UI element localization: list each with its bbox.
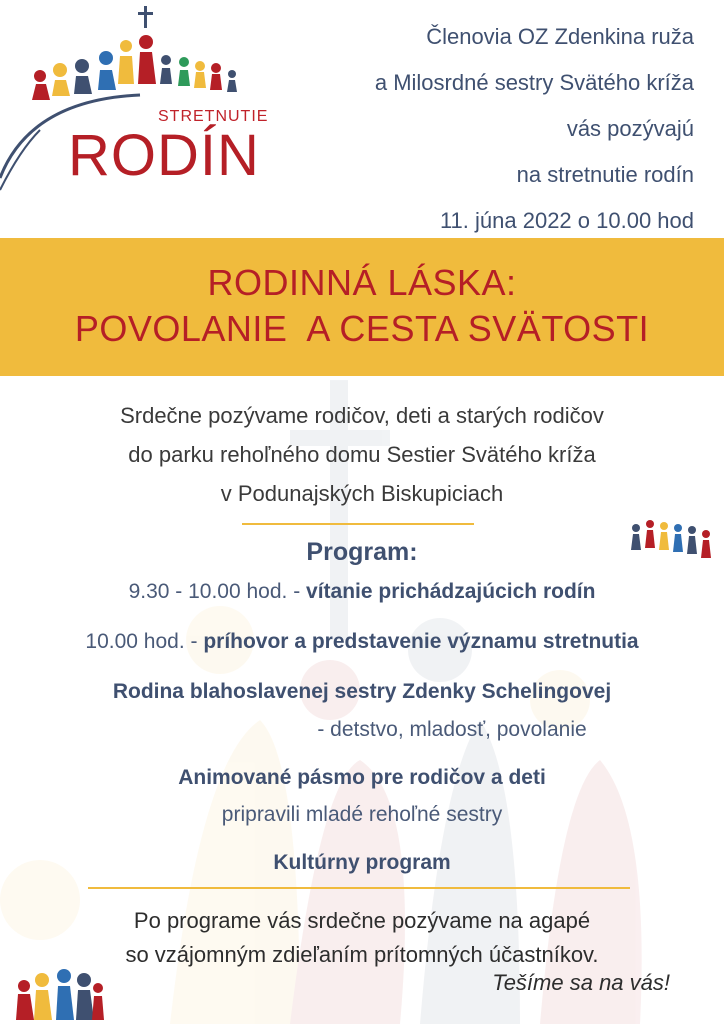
program-item-5-title: Kultúrny program <box>273 851 451 874</box>
title-banner <box>0 238 724 376</box>
program-item-2 <box>0 630 724 654</box>
closing-text: Tešíme sa na vás! <box>492 970 670 995</box>
intro-line: Srdečne pozývame rodičov, deti a starých rodičov <box>120 403 604 428</box>
banner-title-line2: POVOLANIE A CESTA SVÄTOSTI <box>74 308 650 349</box>
program-item-2-time: 10.00 hod. - <box>85 630 204 653</box>
intro-line: do parku rehoľného domu Sestier Svätého kríža <box>128 442 596 467</box>
program-item-4-subtitle: pripravili mladé rehoľné sestry <box>221 803 503 826</box>
program-item-1-text: vítanie prichádzajúcich rodín <box>306 580 596 603</box>
logo-subtitle: STRETNUTIE <box>158 108 269 125</box>
divider <box>242 523 474 525</box>
program-item-1-time: 9.30 - 10.00 hod. - <box>128 580 307 603</box>
program-item-4-title: Animované pásmo pre rodičov a deti <box>178 766 546 789</box>
divider <box>88 887 630 889</box>
outro-line: so vzájomným zdieľaním prítomných účastníkov. <box>125 942 599 967</box>
program-item-3-subtitle: - detstvo, mladosť, povolanie <box>317 718 587 741</box>
intro-text <box>0 396 724 513</box>
invitation-line: vás pozývajú <box>566 116 694 141</box>
banner-title-line1: RODINNÁ LÁSKA: <box>207 262 517 303</box>
outro-line: Po programe vás srdečne pozývame na agapé <box>133 908 591 933</box>
program-item-3-title: Rodina blahoslavenej sestry Zdenky Schelingovej <box>112 680 612 703</box>
invitation-line: na stretnutie rodín <box>516 162 694 187</box>
intro-line: v Podunajských Biskupiciach <box>220 481 504 506</box>
program-item-1 <box>0 580 724 604</box>
event-logo <box>0 0 290 200</box>
invitation-date: 11. júna 2022 o 10.00 hod <box>439 208 694 233</box>
program-item-2-text: príhovor a predstavenie významu stretnutia <box>203 630 639 653</box>
invitation-line: Členovia OZ Zdenkina ruža <box>426 24 694 49</box>
outro-text <box>0 904 724 972</box>
family-figures-icon <box>12 964 104 1022</box>
logo-title: RODÍN <box>68 123 260 188</box>
invitation-text <box>375 14 694 244</box>
invitation-line: a Milosrdné sestry Svätého kríža <box>374 70 694 95</box>
program-heading: Program: <box>306 538 418 566</box>
